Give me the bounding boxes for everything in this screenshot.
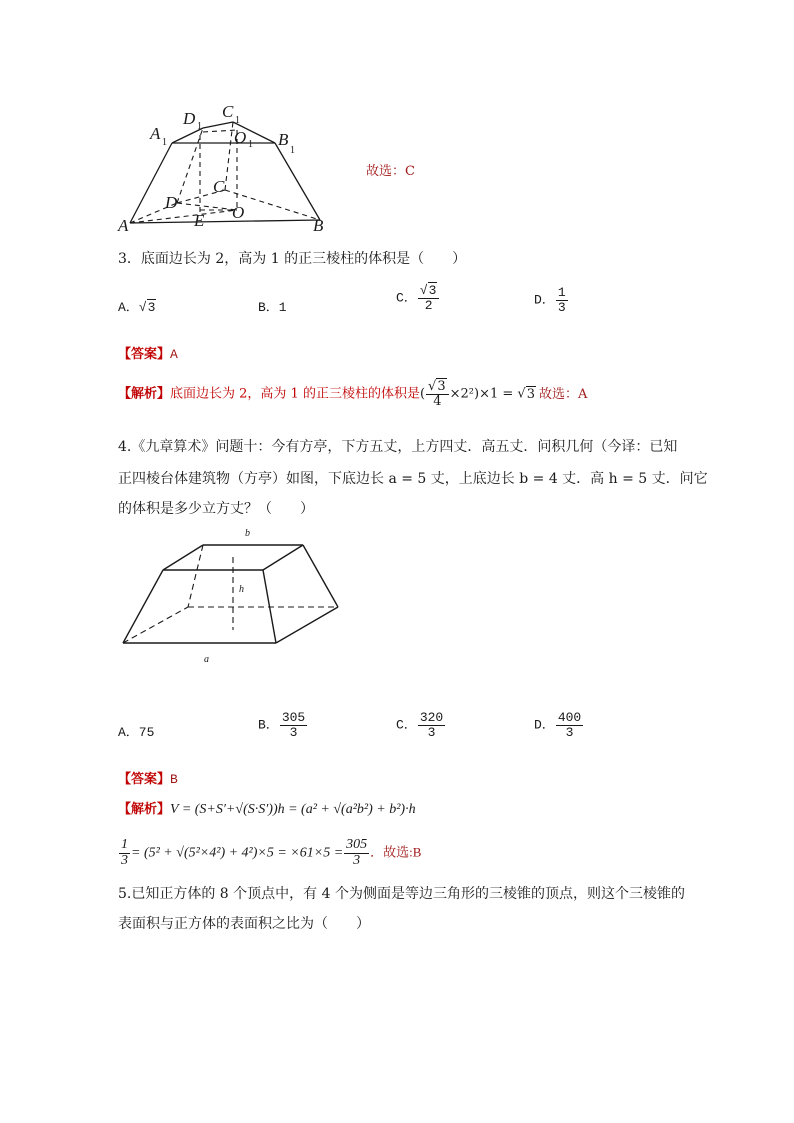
q3-option-c: C． $\frac{√3}{2}$	[396, 284, 440, 312]
label-c: C	[213, 177, 225, 196]
q5-line1: 5.已知正方体的 8 个顶点中，有 4 个为侧面是等边三角形的三棱锥的顶点，则这个三棱锥的	[118, 886, 685, 902]
label-b: B	[313, 216, 324, 235]
label-b: b	[245, 528, 250, 539]
label-d1: D	[183, 109, 196, 128]
label-b1-sub: 1	[290, 145, 295, 156]
q3-stem: 3．底面边长为 2，高为 1 的正三棱柱的体积是（ ）	[118, 251, 467, 267]
label-a: a	[204, 654, 209, 665]
label-c1: C	[222, 102, 234, 121]
label-b1: B	[278, 130, 289, 149]
label-a: A	[118, 216, 129, 235]
q4-option-c: C． $\frac{320}{3}$	[396, 710, 444, 740]
label-d: D	[165, 193, 178, 212]
q4-line2: 正四棱台体建筑物（方亭）如图，下底边长 a = 5 丈，上底边长 b = 4 丈．高 h = 5 丈．问它	[118, 471, 708, 487]
q3-option-d: D． $\frac{1}{3}$	[534, 285, 566, 315]
q3-option-b: B．1	[258, 300, 287, 315]
label-o1-sub: 1	[248, 139, 253, 150]
q4-analysis-line2: $\frac{1}{3}$ = (5² + √(5²×4²) + 4²)×5 = ×61×5 = $\frac{305}{3}$ ．故选:B	[121, 837, 422, 868]
frustum-figure	[115, 95, 345, 235]
q3-analysis: 【解析】底面边长为 2，高为 1 的正三棱柱的体积是( $\frac{√3}{4}$ ×2²)×1 = √3 故选：A	[118, 379, 588, 409]
q3-answer: 【答案】A	[118, 347, 178, 362]
q4-option-d: D． $\frac{400}{3}$	[534, 710, 582, 740]
label-o1: O	[234, 128, 247, 147]
q4-line1: 4.《九章算术》问题十：今有方亭，下方五丈，上方四丈．高五丈．问积几何（今译：已知	[118, 439, 678, 455]
label-c1-sub: 1	[235, 115, 240, 126]
label-a1: A	[150, 124, 161, 143]
q4-analysis-line1: 【解析】V = (S+S′+√(S·S′))h = (a² + √(a²b²) + b²)·h	[118, 802, 416, 817]
q5-line2: 表面积与正方体的表面积之比为（ ）	[118, 916, 370, 932]
q4-line3: 的体积是多少立方丈？（ ）	[118, 501, 314, 517]
label-e: E	[194, 211, 205, 230]
q4-option-a: A．75	[118, 725, 155, 740]
square-frustum-figure	[118, 525, 348, 670]
label-a1-sub: 1	[162, 137, 167, 148]
label-d1-sub: 1	[197, 121, 202, 132]
q3-option-a: A．√3	[118, 300, 156, 315]
q4-option-b: B． $\frac{305}{3}$	[258, 710, 306, 740]
fig1-answer-note: 故选：C	[366, 164, 415, 179]
label-h: h	[239, 584, 244, 595]
label-o: O	[232, 203, 245, 222]
q4-answer: 【答案】B	[118, 772, 178, 787]
